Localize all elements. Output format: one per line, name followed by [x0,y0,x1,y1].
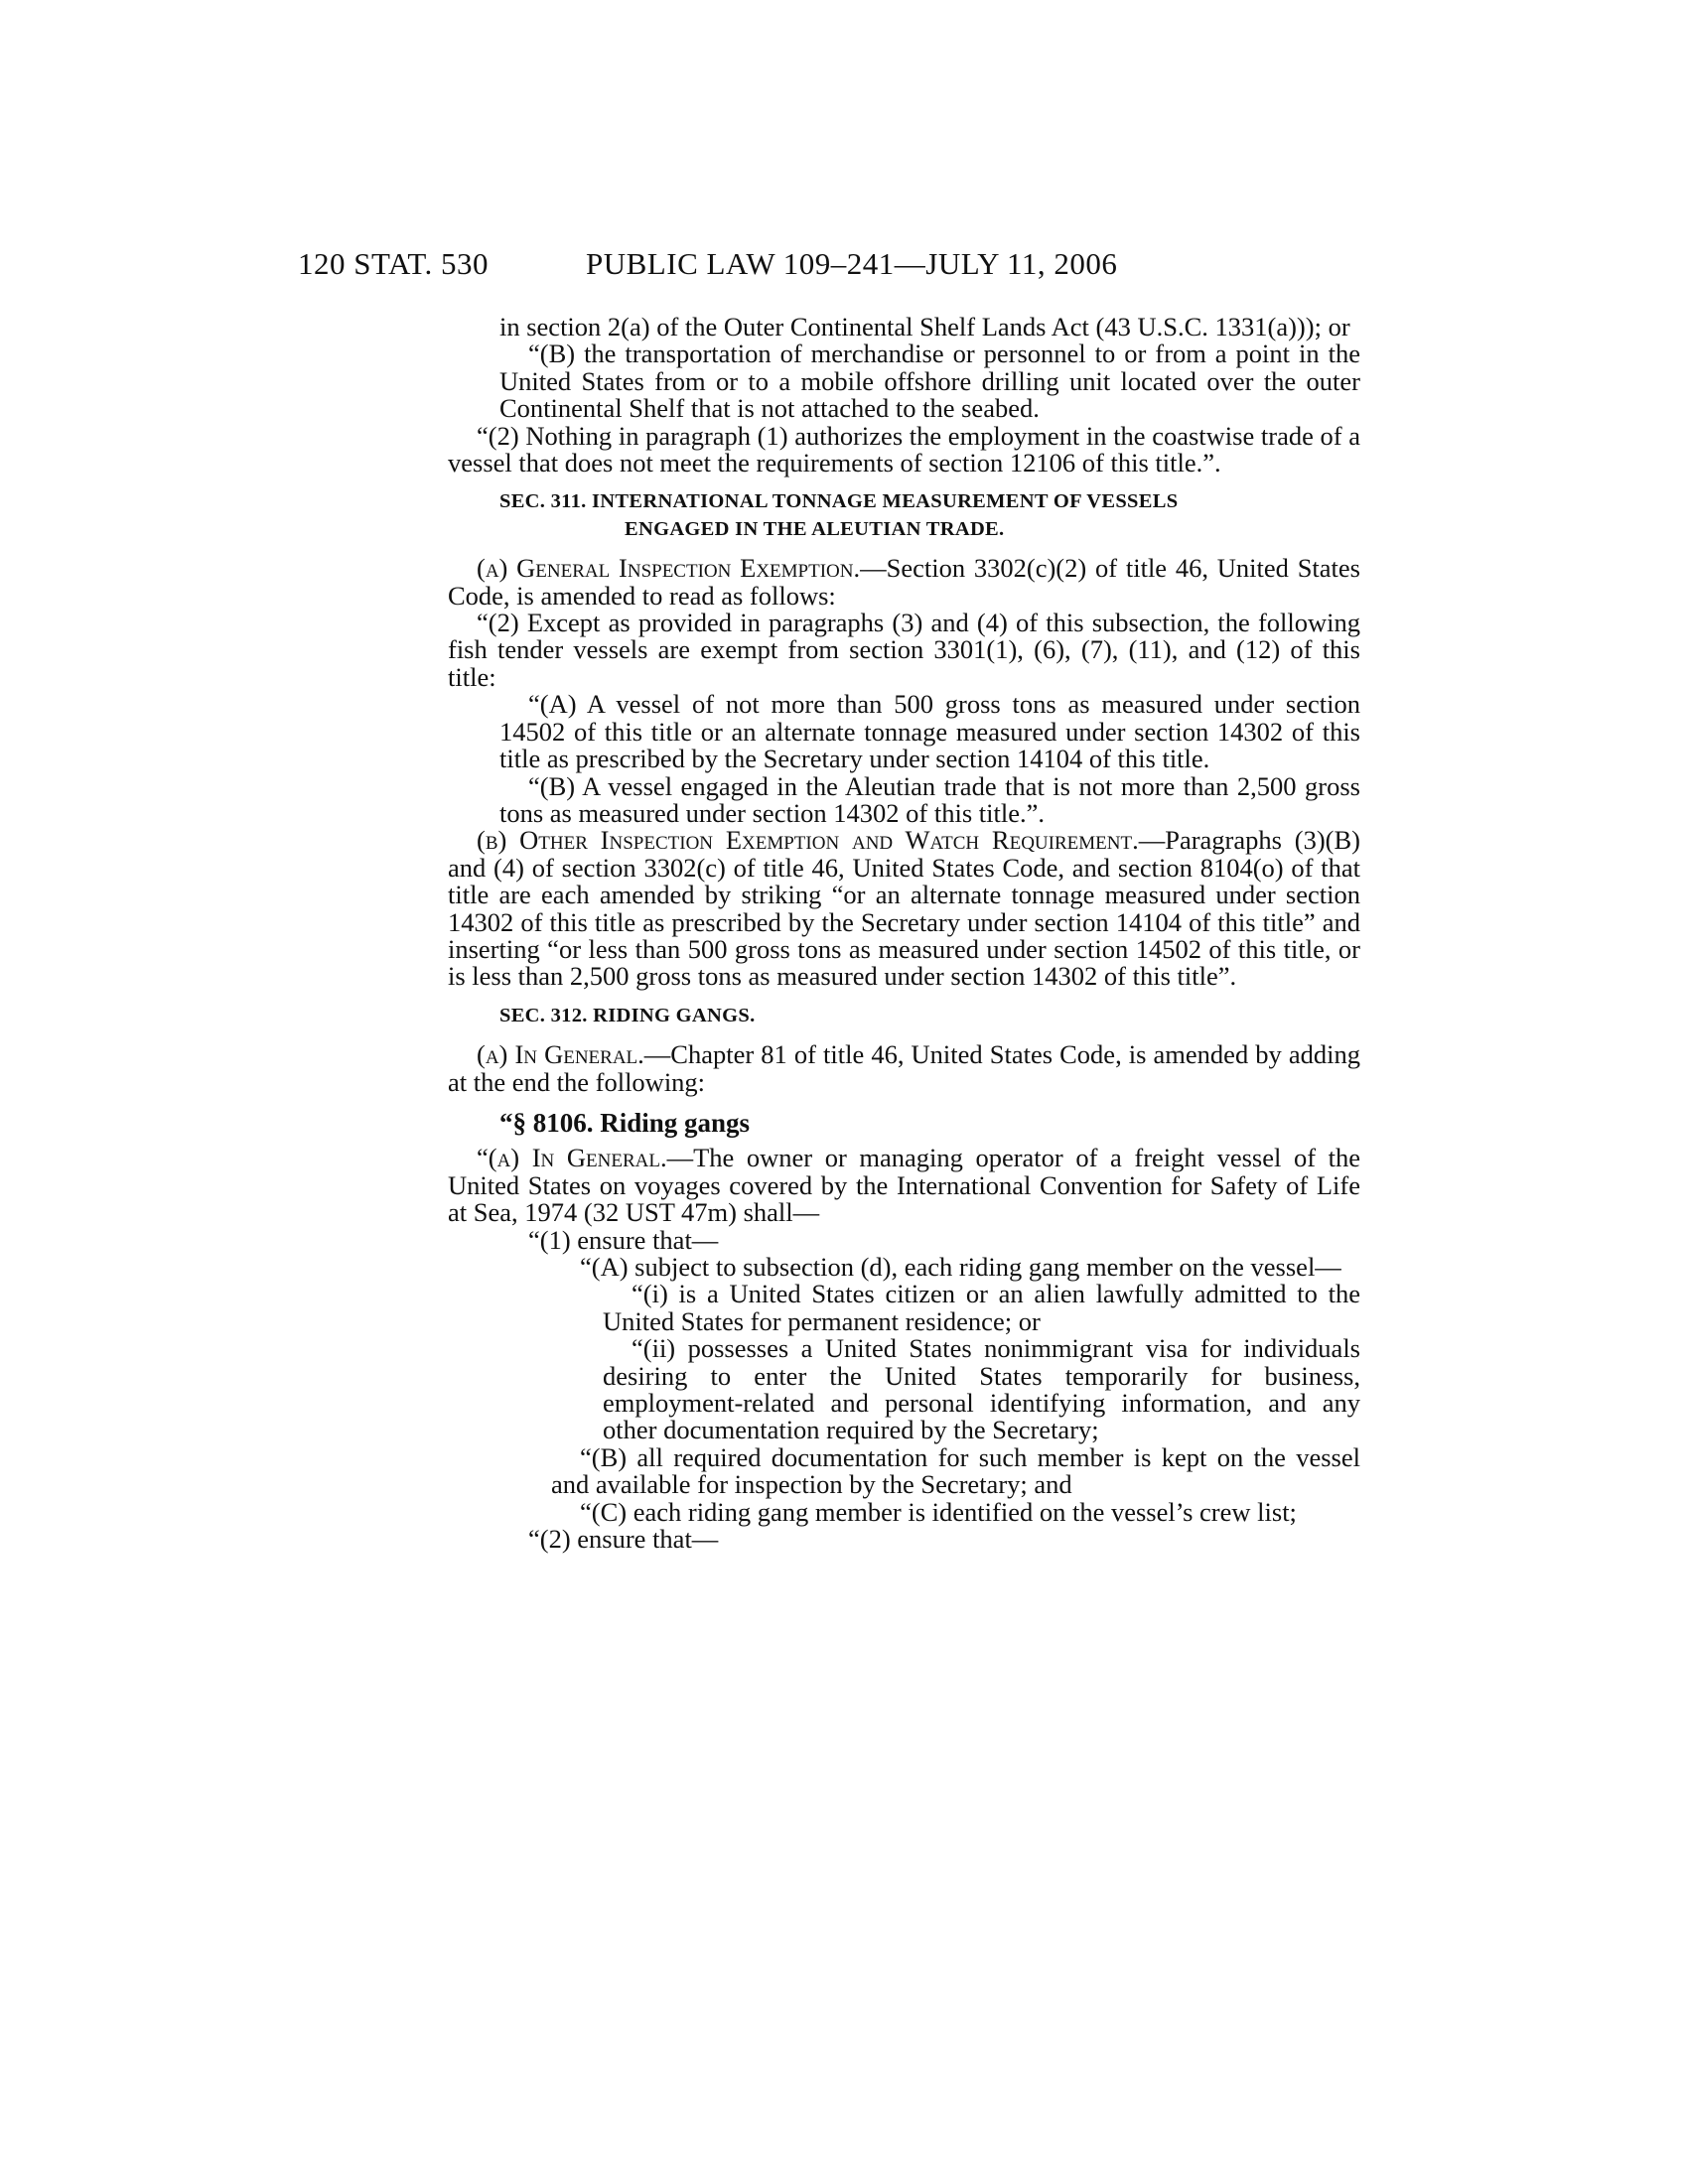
subsection-312a-heading: (a) In General. [477,1039,644,1070]
section-8106a-heading: “(a) In General. [477,1143,667,1173]
section-8106-heading: “§ 8106. Riding gangs [499,1107,751,1138]
section-312-heading: SEC. 312. RIDING GANGS. [499,1004,756,1026]
stat-page-number: 120 STAT. 530 [298,246,490,281]
section-311-number: SEC. 311. [499,490,587,513]
subsection-311a [448,555,1360,610]
paragraph-8106a-1-B: “(B) all required documentation for such member is kept on the vessel and available for inspection by the Secretary; and [551,1441,1360,1500]
paragraph-8106a-1: “(1) ensure that— [528,1224,719,1255]
paragraph-8106a-1-A-ii: “(ii) possesses a United States nonimmigrant visa for individuals desiring to enter the United States temporarily for business, employment-related and personal identifying information, and any other documentation required by the Secretary; [603,1333,1360,1445]
running-head [298,246,1370,286]
subsection-312a-text: —Chapter 81 of title 46, United States Code, is amended by adding at the end the following: [448,1039,1360,1097]
paragraph-311a-2: “(2) Except as provided in paragraphs (3) and (4) of this subsection, the following fish tender vessels are exempt from section 3301(1), (6), (7), (11), and (12) of this title: [448,608,1360,692]
law-title: PUBLIC LAW 109–241—JULY 11, 2006 [586,246,1118,281]
subsection-311b-heading: (b) Other Inspection Exemption and Watch Requirement. [477,825,1139,856]
paragraph-8106a-1-C: “(C) each riding gang member is identified on the vessel’s crew list; [580,1496,1297,1527]
paragraph-2: “(2) Nothing in paragraph (1) authorizes the employment in the coastwise trade of a vessel that does not meet the requirements of section 12106 of this title.”. [448,420,1360,478]
subsection-311b [448,827,1360,990]
paragraph-8106a-1-A-i: “(i) is a United States citizen or an alien lawfully admitted to the United States for permanent residence; or [603,1279,1360,1336]
subsection-312a [448,1041,1360,1096]
section-311-heading [499,488,1360,543]
paragraph-1b: “(B) the transportation of merchandise or personnel to or from a point in the United States from or to a mobile offshore drilling unit located over the outer Continental Shelf that is not attached to the seabed. [499,339,1360,424]
section-8106a-text: —The owner or managing operator of a freight vessel of the United States on voyages covered by the International Convention for Safety of Life at Sea, 1974 (32 UST 47m) shall— [448,1143,1361,1228]
paragraph-1a-continuation: in section 2(a) of the Outer Continental Shelf Lands Act (43 U.S.C. 1331(a))); or [499,312,1350,341]
section-311-title-line-1: INTERNATIONAL TONNAGE MEASUREMENT OF VESSELS [592,490,1179,513]
paragraph-311a-2-B: “(B) A vessel engaged in the Aleutian trade that is not more than 2,500 gross tons as measured under section 14302 of this title.”. [499,770,1360,828]
body-text [448,312,1361,1555]
paragraph-311a-2-A: “(A) A vessel of not more than 500 gross tons as measured under section 14502 of this title or an alternate tonnage measured under section 14302 of this title as prescribed by the Secretary under section 14104 of this title. [499,689,1360,774]
section-8106a [448,1145,1360,1226]
paragraph-8106a-1-A: “(A) subject to subsection (d), each riding gang member on the vessel— [580,1252,1341,1282]
subsection-311a-text: —Section 3302(c)(2) of title 46, United States Code, is amended to read as follows: [448,553,1360,611]
subsection-311b-text: —Paragraphs (3)(B) and (4) of section 3302(c) of title 46, United States Code, and section 8104(o) of that title are each amended by striking “or an alternate tonnage measured under section 14302 of this title as prescribed by the Secretary under section 14104 of this title” and inserting “or less than 500 gross tons as measured under section 14502 of this title, or is less than 2,500 gross tons as measured under section 14302 of this title”. [448,825,1360,992]
paragraph-8106a-2: “(2) ensure that— [528,1524,719,1555]
section-311-title-line-2: ENGAGED IN THE ALEUTIAN TRADE. [625,517,1005,540]
subsection-311a-heading: (a) General Inspection Exemption. [477,553,861,584]
